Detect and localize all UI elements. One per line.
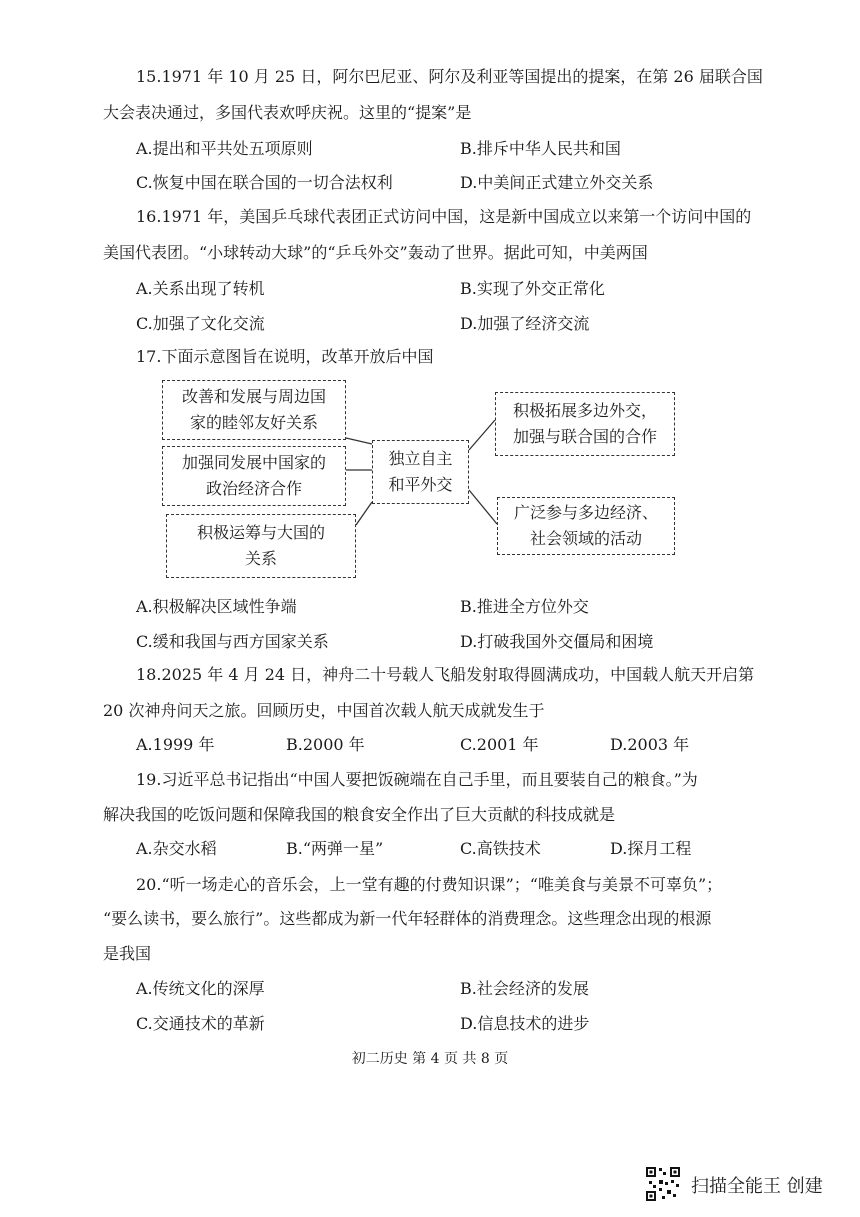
q16-option-d: D.加强了经济交流 — [460, 314, 590, 333]
q15-stem-line-2: 大会表决通过，多国代表欢呼庆祝。这里的“提案”是 — [103, 103, 472, 122]
q20-option-d: D.信息技术的进步 — [460, 1014, 590, 1033]
q16-stem-line-1: 16.1971 年，美国乒乓球代表团正式访问中国，这是新中国成立以来第一个访问中国的 — [136, 207, 752, 226]
scanner-watermark — [645, 1166, 845, 1202]
q15-option-b: B.排斥中华人民共和国 — [460, 139, 621, 158]
page-footer: 初二历史 第 4 页 共 8 页 — [351, 1051, 509, 1067]
q16-option-c: C.加强了文化交流 — [136, 314, 265, 333]
q18-stem-line-1: 18.2025 年 4 月 24 日，神舟二十号载人飞船发射取得圆满成功，中国载人航天开启第 — [136, 665, 755, 684]
q17-option-a: A.积极解决区域性争端 — [136, 597, 297, 616]
diagram-box-multilateral: 广泛参与多边经济、 社会领域的活动 — [497, 497, 675, 555]
q18-option-d: D.2003 年 — [610, 735, 690, 754]
diagram-box-major-powers: 积极运筹与大国的 关系 — [166, 514, 356, 578]
q20-option-b: B.社会经济的发展 — [460, 979, 589, 998]
q19-option-d: D.探月工程 — [610, 839, 692, 858]
q15-option-d: D.中美间正式建立外交关系 — [460, 173, 654, 192]
diagram-box-developing: 加强同发展中国家的 政治经济合作 — [162, 446, 346, 506]
q19-option-b: B.“两弹一星” — [286, 839, 384, 858]
q20-stem-line-1: 20.“听一场走心的音乐会，上一堂有趣的付费知识课”；“唯美食与美景不可辜负”； — [136, 875, 723, 894]
watermark-text: 扫描全能王 创建 — [691, 1176, 823, 1197]
q19-stem-line-2: 解决我国的吃饭问题和保障我国的粮食安全作出了巨大贡献的科技成就是 — [103, 805, 616, 824]
q17-option-b: B.推进全方位外交 — [460, 597, 589, 616]
q18-option-b: B.2000 年 — [286, 735, 365, 754]
q15-option-a: A.提出和平共处五项原则 — [136, 139, 313, 158]
q18-option-a: A.1999 年 — [136, 735, 215, 754]
q17-option-c: C.缓和我国与西方国家关系 — [136, 632, 329, 651]
q16-option-a: A.关系出现了转机 — [136, 279, 265, 298]
q19-option-c: C.高铁技术 — [460, 839, 541, 858]
q20-option-c: C.交通技术的革新 — [136, 1014, 265, 1033]
diagram-box-un: 积极拓展多边外交， 加强与联合国的合作 — [495, 392, 675, 456]
q20-stem-line-3: 是我国 — [103, 944, 152, 963]
q16-option-b: B.实现了外交正常化 — [460, 279, 605, 298]
q17-option-d: D.打破我国外交僵局和困境 — [460, 632, 654, 651]
qr-code-icon — [645, 1166, 681, 1202]
q16-stem-line-2: 美国代表团。“小球转动大球”的“乒乓外交”轰动了世界。据此可知，中美两国 — [103, 243, 648, 262]
q18-option-c: C.2001 年 — [460, 735, 539, 754]
q15-option-c: C.恢复中国在联合国的一切合法权利 — [136, 173, 393, 192]
q20-option-a: A.传统文化的深厚 — [136, 979, 265, 998]
diagram-box-neighbors: 改善和发展与周边国 家的睦邻友好关系 — [162, 380, 346, 440]
diagram-box-center: 独立自主 和平外交 — [372, 440, 469, 504]
q19-option-a: A.杂交水稻 — [136, 839, 217, 858]
q17-stem: 17.下面示意图旨在说明，改革开放后中国 — [136, 347, 434, 366]
q15-stem-line-1: 15.1971 年 10 月 25 日，阿尔巴尼亚、阿尔及利亚等国提出的提案，在第 26 届联合国 — [136, 67, 763, 86]
q20-stem-line-2: “要么读书，要么旅行”。这些都成为新一代年轻群体的消费理念。这些理念出现的根源 — [103, 909, 712, 928]
q18-stem-line-2: 20 次神舟问天之旅。回顾历史，中国首次载人航天成就发生于 — [103, 701, 545, 720]
q19-stem-line-1: 19.习近平总书记指出“中国人要把饭碗端在自己手里，而且要装自己的粮食。”为 — [136, 770, 698, 789]
